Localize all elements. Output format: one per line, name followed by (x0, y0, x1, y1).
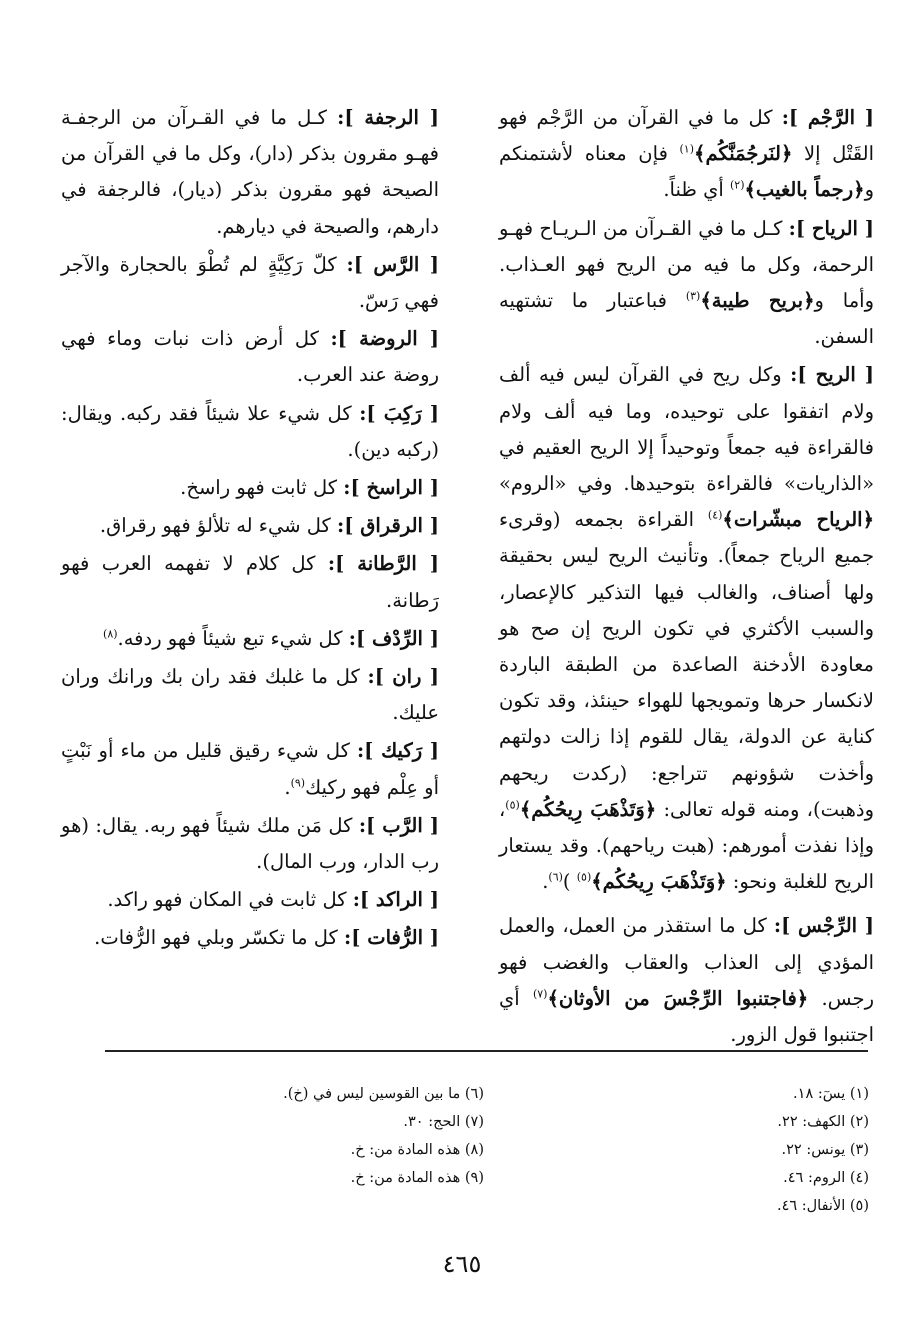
footnote: (١) يسٓ: ١٨. (793, 1086, 869, 1102)
entry-text: كل ما استقذر من العمل، والعمل المؤدي إلى العذاب والعقاب والغضب فهو رجس. (499, 914, 875, 1010)
entry-text: . (284, 775, 291, 799)
entry-text: فإن معناه لأشتمنكم و (499, 142, 874, 202)
entry-text: كل ما في القرآن من الرَّجْم فهو القَتْل إلا (499, 106, 875, 166)
footnote-ref: (٤) (707, 508, 723, 522)
quran-quote: ﴿وَتَذْهَبَ رِيحُكُم﴾ (519, 797, 657, 821)
entry-text: كل ما غلبك فقد ران بك ورانك وران عليك. (61, 665, 439, 725)
entry-term: [ الرقراق ]: (337, 514, 439, 538)
entry-text: أي ظناً. (663, 178, 724, 202)
footnote-ref: (٧) (532, 987, 548, 1001)
quran-quote: ﴿الرياح مبشّرات﴾ (722, 508, 875, 532)
entry-rass (61, 247, 439, 319)
entry-text: كل شيء تبع شيئاً فهو ردفه. (117, 626, 343, 650)
entry-term: [ الرِّدْف ]: (348, 626, 439, 650)
quran-quote: ﴿وَتَذْهَبَ رِيحُكُم﴾ (591, 870, 727, 894)
quran-quote: ﴿لنَرجُمَنَّكُم﴾ (694, 142, 793, 166)
entry-text: القراءة بجمعه (وقرىء جميع الرياح جمعاً). وتأنيث الريح ليس بحقيقة ولها أصناف، والغالب فيها التذكير كالإعصار، والسبب الأكثري في تكون الريح إن صح هو معاودة الأدخنة الصاعدة من الطبقة الباردة لانكسار حرها وتمويجها للهواء حينئذ، وقد تكون كناية عن الدولة، يقال للقوم إذا زالت دولتهم وأخذت شؤونهم تتراجع: (ركدت ريحهم وذهبت)، ومنه قوله تعالى: (499, 508, 874, 821)
entry-text: ، وإذا نفذت أمورهم: (هبت رياحهم). وقد يستعار الريح للغلبة ونحو: (499, 797, 874, 894)
entry-term: [ الرُّفات ]: (344, 926, 439, 950)
quran-quote: ﴿فاجتنبوا الرِّجْسَ من الأوثان﴾ (547, 986, 809, 1010)
entry-term: [ ران ]: (367, 665, 439, 689)
entry-rajm (499, 100, 874, 209)
entry-text: كل كلام لا تفهمه العرب فهو رَطانة. (61, 552, 439, 612)
entry-text: ) (562, 870, 571, 894)
entry-ratana (61, 546, 439, 618)
entry-text: كل ما تكسّر وبلي فهو الرُّفات. (94, 926, 338, 950)
entry-text: كـل ما في القـرآن من الـريـاح فهـو الرحمة، وكل ما فيه من الريح فهو العـذاب. وأما و (499, 216, 875, 313)
entry-text: أي اجتنبوا قول الزور. (499, 986, 874, 1047)
footnote-ref: (٥) (576, 870, 592, 884)
footnote-ref: (١) (679, 142, 695, 156)
entry-ridf (61, 621, 439, 657)
entry-text: . (542, 870, 549, 894)
footnote: (٥) الأنفال: ٤٦. (776, 1198, 869, 1214)
footnote-divider (105, 1050, 868, 1052)
entry-rakiba (61, 396, 439, 468)
entry-rakik (61, 733, 439, 805)
entry-term: [ الراسخ ]: (343, 476, 439, 500)
footnote: (٦) ما بين القوسين ليس في (خ). (283, 1086, 484, 1102)
entry-term: [ الريح ]: (790, 363, 874, 387)
footnote: (٩) هذه المادة من: خ. (350, 1170, 484, 1186)
footnote-ref: (٥) (505, 798, 520, 812)
entry-ran (61, 659, 439, 731)
entry-riyah (499, 211, 874, 356)
entry-term: [ الرياح ]: (788, 216, 874, 240)
entry-text: كل أرض ذات نبات وماء فهي روضة عند العرب. (61, 327, 439, 387)
entry-term: [ رَكِبَ ]: (359, 401, 440, 425)
entry-rawda (61, 321, 439, 393)
entry-raqraq (61, 508, 439, 544)
entry-text: كل ثابت في المكان فهو راكد. (107, 888, 347, 912)
entry-term: [ الروضة ]: (330, 327, 439, 351)
entry-rajfa (61, 100, 439, 245)
entry-text: كلّ رَكِيَّةٍ لم تُطْوَ بالحجارة والآجر فهي رَسّ. (61, 252, 439, 313)
entry-rakid (61, 882, 439, 918)
footnote: (٨) هذه المادة من: خ. (350, 1142, 484, 1158)
footnote-ref: (٦) (548, 870, 563, 884)
footnote-ref: (٢) (729, 178, 745, 192)
left-column (61, 100, 439, 959)
page-number: ٤٦٥ (442, 1250, 482, 1278)
footnote: (٢) الكهف: ٢٢. (777, 1114, 869, 1130)
right-column (499, 100, 874, 1055)
entry-rabb (61, 808, 439, 880)
entry-term: [ الرَّطانة ]: (327, 552, 439, 576)
entry-term: [ الرَّجْم ]: (781, 106, 875, 129)
entry-rasikh (61, 470, 439, 506)
entry-term: [ الرِّجْس ]: (773, 914, 875, 938)
entry-text: كل شيء علا شيئاً فقد ركبه. ويقال: (ركبه دين). (61, 401, 439, 461)
entry-term: [ الراكد ]: (352, 888, 439, 912)
entry-text: كل شيء له تلألؤ فهو رقراق. (99, 514, 331, 538)
footnote-ref: (٩) (290, 776, 306, 790)
entry-text: فباعتبار ما تشتهيه السفن. (499, 289, 874, 349)
footnote: (٤) الروم: ٤٦. (783, 1170, 869, 1186)
entry-text: كل شيء رقيق قليل من ماء أو نَبْتٍ أو عِلْم فهو ركيك (61, 739, 439, 799)
entry-term: [ الرَّب ]: (358, 813, 439, 837)
entry-term: [ الرَّس ]: (346, 252, 440, 276)
footnotes-right (569, 1080, 869, 1220)
footnote-ref: (٣) (685, 289, 701, 303)
entry-term: [ رَكيك ]: (356, 739, 440, 763)
entry-text: كل مَن ملك شيئاً فهو ربه. يقال: (هو رب الدار، ورب المال). (61, 813, 439, 874)
footnotes-left (164, 1080, 484, 1192)
entry-text: وكل ريح في القرآن ليس فيه ألف ولام اتفقوا على توحيده، وما فيه ألف ولام فالقراءة فيه جمعاً وتوحيداً إلا الريح العقيم في «الذاريات» فالقراءة بتوحيدها. وفي «الروم» (499, 363, 874, 496)
entry-term: [ الرجفة ]: (337, 106, 439, 129)
footnote: (٣) يونس: ٢٢. (781, 1142, 869, 1158)
quran-quote: ﴿رجماً بالغيب﴾ (744, 178, 865, 202)
quran-quote: ﴿بريح طيبة﴾ (700, 289, 815, 313)
entry-rih (499, 357, 874, 900)
entry-text: كل ثابت فهو راسخ. (180, 476, 338, 500)
entry-text: كـل ما في القـرآن من الرجفـة فهـو مقرون بذكر (دار)، وكل ما في القرآن من الصيحة فهو مقرون بذكر (ديار)، فالرجفة في دارهم، والصيحة في ديارهم. (61, 106, 439, 238)
entry-rijs (499, 908, 874, 1053)
entry-rufat (61, 920, 439, 956)
footnote: (٧) الحج: ٣٠. (403, 1114, 484, 1130)
footnote-ref: (٨) (103, 627, 118, 641)
